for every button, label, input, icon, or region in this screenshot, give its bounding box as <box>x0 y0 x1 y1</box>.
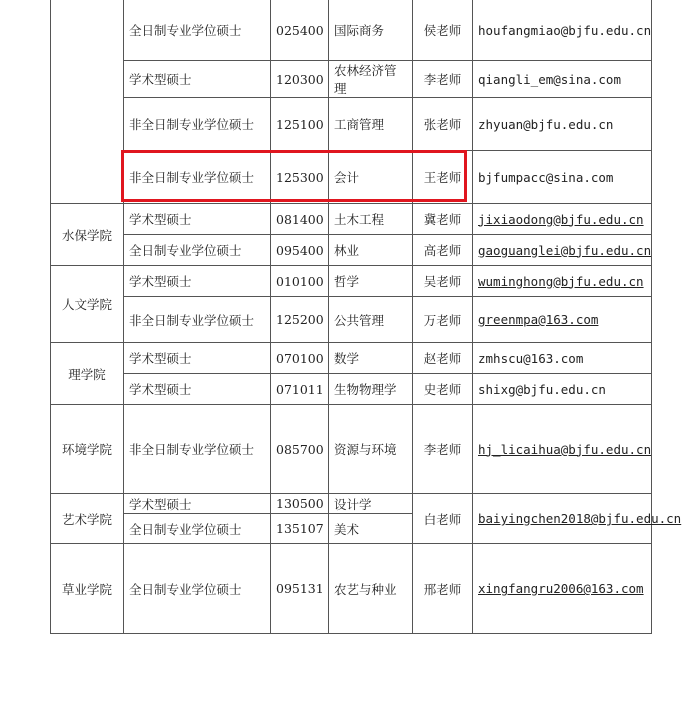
table-row <box>51 98 652 151</box>
code-cell: 085700 <box>271 405 329 494</box>
degree-cell: 学术型硕士 <box>124 343 271 374</box>
email-cell[interactable] <box>473 204 652 235</box>
degree-cell: 学术型硕士 <box>124 204 271 235</box>
college-cell: 理学院 <box>51 343 124 405</box>
email-cell <box>473 61 652 98</box>
major-cell: 设计学 <box>329 494 413 514</box>
code-cell: 135107 <box>271 514 329 544</box>
major-cell: 生物物理学 <box>329 374 413 405</box>
teacher-cell: 侯老师 <box>413 0 473 61</box>
degree-cell: 学术型硕士 <box>124 61 271 98</box>
email-cell[interactable] <box>473 544 652 634</box>
table-row <box>51 297 652 343</box>
degree-cell: 非全日制专业学位硕士 <box>124 98 271 151</box>
email-link[interactable]: baiyingchen2018@bjfu.edu.cn <box>478 511 682 526</box>
email-cell <box>473 0 652 61</box>
teacher-cell: 王老师 <box>413 151 473 204</box>
college-cell: 环境学院 <box>51 405 124 494</box>
code-cell: 010100 <box>271 266 329 297</box>
teacher-cell: 张老师 <box>413 98 473 151</box>
major-cell: 美术 <box>329 514 413 544</box>
major-cell: 哲学 <box>329 266 413 297</box>
major-cell: 资源与环境 <box>329 405 413 494</box>
code-cell: 095400 <box>271 235 329 266</box>
email-text: zhyuan@bjfu.edu.cn <box>478 116 614 132</box>
contact-table <box>50 0 682 634</box>
major-cell: 公共管理 <box>329 297 413 343</box>
teacher-cell: 邢老师 <box>413 544 473 634</box>
code-cell: 120300 <box>271 61 329 98</box>
college-cell: 草业学院 <box>51 544 124 634</box>
table-row <box>51 266 652 297</box>
email-text: houfangmiao@bjfu.edu.cn <box>478 22 652 38</box>
code-cell: 130500 <box>271 494 329 514</box>
email-link[interactable]: gaoguanglei@bjfu.edu.cn <box>478 242 652 258</box>
degree-cell: 全日制专业学位硕士 <box>124 0 271 61</box>
major-cell: 国际商务 <box>329 0 413 61</box>
college-cell <box>51 0 124 204</box>
email-text: bjfumpacc@sina.com <box>478 169 614 185</box>
email-cell <box>473 151 652 204</box>
teacher-cell: 冀老师 <box>413 204 473 235</box>
table-row <box>51 61 652 98</box>
email-cell <box>473 343 652 374</box>
major-cell: 数学 <box>329 343 413 374</box>
teacher-cell: 史老师 <box>413 374 473 405</box>
teacher-cell: 李老师 <box>413 61 473 98</box>
email-link[interactable]: wuminghong@bjfu.edu.cn <box>478 273 644 289</box>
table-row <box>51 235 652 266</box>
teacher-cell: 万老师 <box>413 297 473 343</box>
table-row <box>51 0 652 61</box>
code-cell: 125100 <box>271 98 329 151</box>
major-cell: 农艺与种业 <box>329 544 413 634</box>
major-cell: 工商管理 <box>329 98 413 151</box>
major-cell: 农林经济管理 <box>329 61 413 98</box>
code-cell: 070100 <box>271 343 329 374</box>
major-cell: 土木工程 <box>329 204 413 235</box>
degree-cell: 非全日制专业学位硕士 <box>124 297 271 343</box>
email-text: qiangli_em@sina.com <box>478 71 621 87</box>
table-row <box>51 343 652 374</box>
degree-cell: 学术型硕士 <box>124 494 271 514</box>
degree-cell: 全日制专业学位硕士 <box>124 544 271 634</box>
degree-cell: 非全日制专业学位硕士 <box>124 151 271 204</box>
college-cell: 艺术学院 <box>51 494 124 544</box>
email-link[interactable]: hj_licaihua@bjfu.edu.cn <box>478 441 652 457</box>
code-cell: 081400 <box>271 204 329 235</box>
degree-cell: 全日制专业学位硕士 <box>124 514 271 544</box>
table-row <box>51 405 652 494</box>
code-cell: 025400 <box>271 0 329 61</box>
email-text: zmhscu@163.com <box>478 350 584 366</box>
table-row <box>51 494 652 514</box>
table-row <box>51 151 652 204</box>
email-cell <box>473 98 652 151</box>
email-cell[interactable] <box>473 494 682 544</box>
teacher-cell: 吴老师 <box>413 266 473 297</box>
teacher-cell: 赵老师 <box>413 343 473 374</box>
email-cell[interactable] <box>473 266 652 297</box>
code-cell: 125300 <box>271 151 329 204</box>
table-row <box>51 204 652 235</box>
college-cell: 人文学院 <box>51 266 124 343</box>
email-cell <box>473 374 652 405</box>
email-text: shixg@bjfu.edu.cn <box>478 381 606 397</box>
degree-cell: 全日制专业学位硕士 <box>124 235 271 266</box>
email-cell[interactable] <box>473 297 652 343</box>
teacher-cell: 白老师 <box>413 494 473 544</box>
table-row <box>51 544 652 634</box>
code-cell: 125200 <box>271 297 329 343</box>
major-cell: 林业 <box>329 235 413 266</box>
degree-cell: 学术型硕士 <box>124 374 271 405</box>
table-row <box>51 374 652 405</box>
teacher-cell: 李老师 <box>413 405 473 494</box>
email-cell[interactable] <box>473 405 652 494</box>
degree-cell: 非全日制专业学位硕士 <box>124 405 271 494</box>
email-cell[interactable] <box>473 235 652 266</box>
email-link[interactable]: xingfangru2006@163.com <box>478 581 644 596</box>
teacher-cell: 高老师 <box>413 235 473 266</box>
code-cell: 095131 <box>271 544 329 634</box>
college-cell: 水保学院 <box>51 204 124 266</box>
email-link[interactable]: greenmpa@163.com <box>478 312 599 327</box>
major-cell: 会计 <box>329 151 413 204</box>
code-cell: 071011 <box>271 374 329 405</box>
degree-cell: 学术型硕士 <box>124 266 271 297</box>
email-link[interactable]: jixiaodong@bjfu.edu.cn <box>478 211 644 227</box>
